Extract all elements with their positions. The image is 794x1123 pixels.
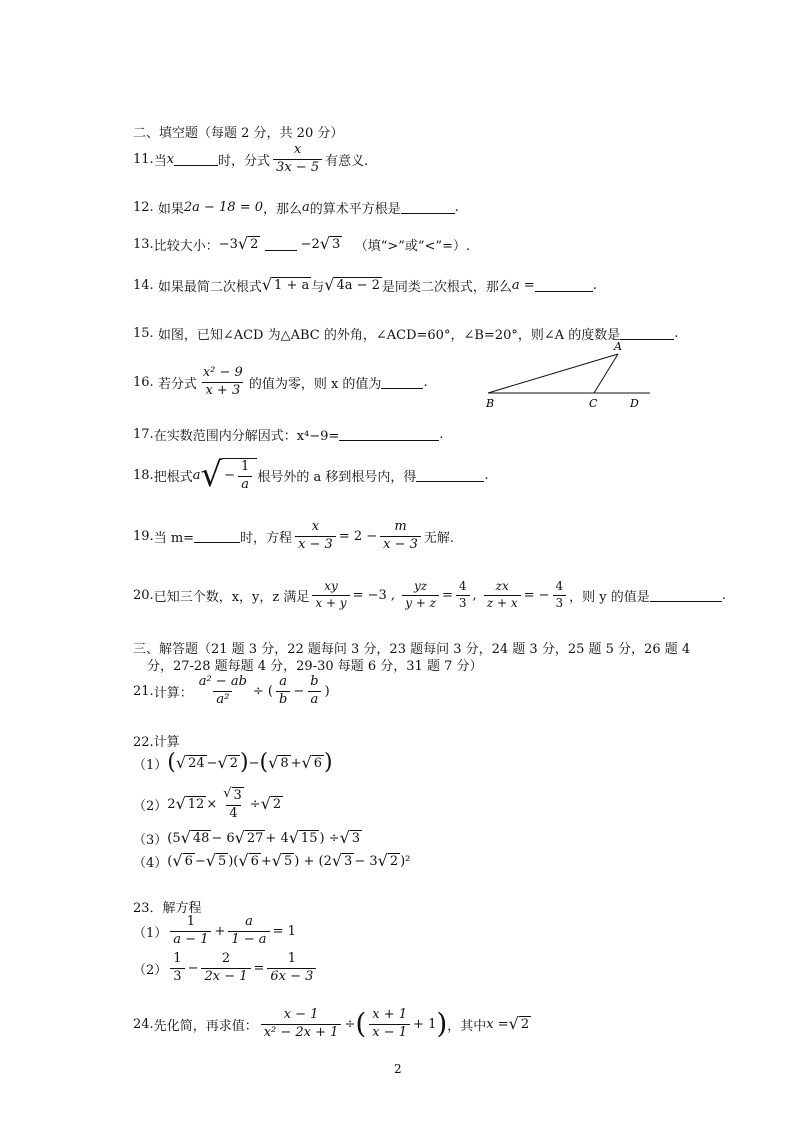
- label-a: A: [614, 340, 622, 353]
- answer-blank[interactable]: [620, 327, 674, 340]
- question-17: 17. 在实数范围内分解因式：x⁴−9= .: [133, 427, 444, 444]
- question-14: 14. 如果最简二次根式 √ 1 + a 与 √ 4a − 2 是同类二次根式，那么 a = .: [133, 275, 597, 295]
- question-12: 12. 如果 2a − 18 = 0 ，那么 a 的算术平方根是 .: [133, 200, 459, 217]
- radical: √ 2: [237, 234, 259, 254]
- answer-blank[interactable]: [265, 238, 297, 251]
- question-22-title: 22.计算: [133, 735, 180, 750]
- label-d: D: [630, 397, 639, 410]
- question-20: 20. 已知三个数，x，y，z 满足 $\frac{xy}{x + y}$ = −3 , $\frac{yz}{y + z}$ = $\frac{4}{3}$ , $\frac{zx}{z + x}$ = − $\frac{4}{3}$ ，则 y 的值是 .: [133, 579, 726, 610]
- question-15: 15. 如图，已知∠ACD 为△ABC 的外角，∠ACD=60°，∠B=20°，则∠A 的度数是 .: [133, 326, 679, 343]
- radical: √ 1 + a: [261, 275, 310, 295]
- answer-blank[interactable]: [535, 279, 593, 292]
- question-number: 11.: [133, 151, 154, 167]
- question-22-part-1: （1） ( √ 24 − √ 2 ) − ( √ 8 + √ 6 ): [133, 750, 333, 775]
- section-3-header-line2: 分，27-28 题每题 4 分，29-30 每题 6 分，31 题 7 分）: [147, 659, 483, 674]
- label-c: C: [589, 397, 598, 410]
- question-22-part-3: （3） (5 √ 48 − 6 √ 27 + 4 √ 15 ) ÷ √ 3: [133, 828, 361, 848]
- question-11: 11. 当 x 时，分式 $\frac{x}{3x - 5}$ 有意义.: [133, 142, 369, 175]
- section-3-header-line1: 三、解答题（21 题 3 分，22 题每问 3 分，23 题每问 3 分，24 题 3 分，25 题 5 分，26 题 4: [133, 642, 691, 657]
- label-b: B: [486, 397, 495, 410]
- answer-blank[interactable]: [650, 589, 722, 602]
- radical: √ − $\frac{1}{a}$: [200, 458, 257, 493]
- question-23-part-2: （2） $\frac{1}{3}$ − $\frac{2}{2x - 1}$ = $\frac{1}{6x - 3}$: [133, 952, 319, 985]
- question-23-title: 23．解方程: [133, 901, 202, 916]
- answer-blank[interactable]: [381, 376, 423, 389]
- answer-blank[interactable]: [174, 153, 218, 166]
- radical: √ 3: [319, 234, 341, 254]
- question-23-part-1: （1） $\frac{1}{a - 1}$ + $\frac{a}{1 - a}$ = 1: [133, 914, 296, 947]
- page-number: 2: [394, 1062, 402, 1076]
- answer-blank[interactable]: [401, 201, 455, 214]
- question-16: 16. 若分式 $\frac{\text{x² − 9}}{x + 3}$ 的值为零，则 x 的值为 .: [133, 365, 428, 398]
- question-19: 19. 当 m= 时，方程 $\frac{x}{x - 3}$ = 2 − $\frac{m}{x - 3}$ 无解.: [133, 519, 455, 552]
- question-21: 21. 计算： $\frac{\text{a² − ab}}{\text{a²}}$ ÷ ( $\frac{a}{b}$ − $\frac{b}{a}$ ): [133, 674, 330, 707]
- question-22-part-4: （4） ( √ 6 − √ 5 )( √ 6 + √ 5 ) + (2 √ 3 − 3 √ 2 )²: [133, 851, 411, 871]
- question-18: 18. 把根式 a √ − $\frac{1}{a}$ 根号外的 a 移到根号内，得 .: [133, 455, 489, 495]
- section-2-header: 二、填空题（每题 2 分，共 20 分）: [133, 126, 344, 141]
- answer-blank[interactable]: [339, 428, 439, 441]
- fraction: $\frac{x}{3x - 5}$: [273, 143, 322, 176]
- answer-blank[interactable]: [416, 469, 484, 482]
- question-24: 24. 先化简，再求值： $\frac{x - 1}{\text{x² − 2x + 1}}$ ÷ ( $\frac{x + 1}{x - 1}$ + 1 ) ，其中 x = √ 2: [133, 1007, 530, 1041]
- side-ab: [488, 354, 618, 393]
- triangle-figure: [478, 340, 658, 412]
- question-13: 13. 比较大小： −3 √ 2 −2 √ 3 （填“>”或“<”=）.: [133, 234, 471, 254]
- answer-blank[interactable]: [194, 530, 240, 543]
- radical: √ 4a − 2: [324, 275, 380, 295]
- question-22-part-2: （2） 2 √ 12 × √ 3 4 ÷ √ 2: [133, 786, 282, 821]
- fraction: $\frac{\text{x² − 9}}{x + 3}$: [202, 365, 243, 398]
